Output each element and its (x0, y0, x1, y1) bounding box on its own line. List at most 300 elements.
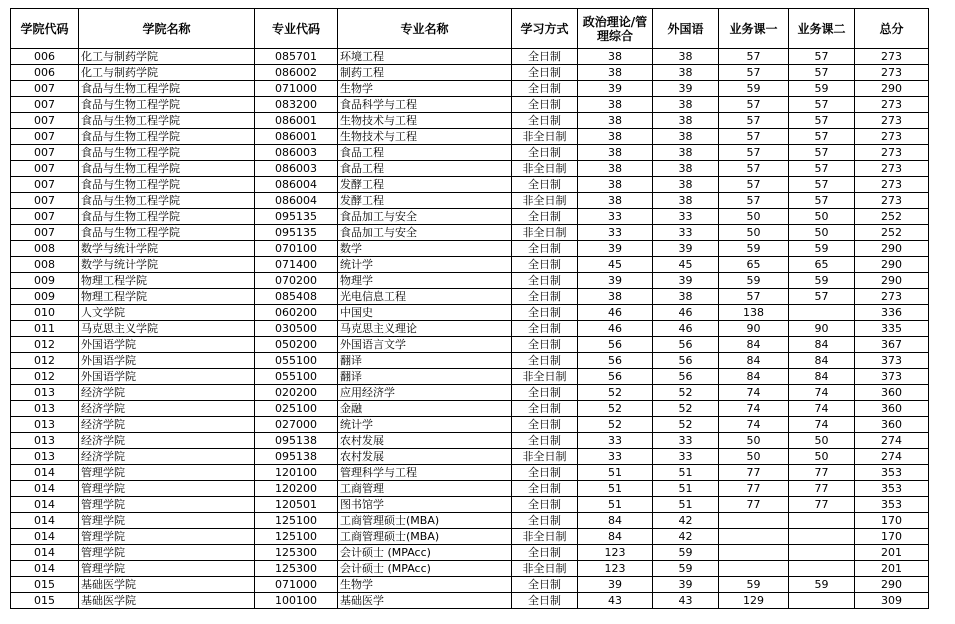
cell-major-code: 086003 (255, 145, 338, 161)
cell-major-name: 环境工程 (338, 49, 512, 65)
cell-foreign-language-score: 38 (653, 49, 719, 65)
cell-college-name: 外国语学院 (79, 369, 255, 385)
cell-subject-one-score: 138 (719, 305, 789, 321)
cell-major-code: 025100 (255, 401, 338, 417)
cell-foreign-language-score: 39 (653, 81, 719, 97)
cell-total-score: 273 (855, 97, 929, 113)
cell-college-name: 管理学院 (79, 497, 255, 513)
cell-foreign-language-score: 38 (653, 65, 719, 81)
table-row (11, 353, 929, 369)
cell-college-name: 管理学院 (79, 529, 255, 545)
cell-major-name: 农村发展 (338, 433, 512, 449)
cell-major-name: 农村发展 (338, 449, 512, 465)
cell-college-code: 008 (11, 257, 79, 273)
cell-subject-two-score: 59 (789, 577, 855, 593)
cell-study-mode: 非全日制 (512, 161, 578, 177)
cell-major-name: 会计硕士 (MPAcc) (338, 545, 512, 561)
table-row (11, 97, 929, 113)
cell-subject-two-score: 57 (789, 145, 855, 161)
cell-major-code: 060200 (255, 305, 338, 321)
cell-major-name: 生物学 (338, 577, 512, 593)
cell-subject-one-score: 50 (719, 225, 789, 241)
cell-college-name: 管理学院 (79, 513, 255, 529)
cell-major-code: 071000 (255, 81, 338, 97)
cell-college-name: 经济学院 (79, 449, 255, 465)
cell-study-mode: 非全日制 (512, 129, 578, 145)
cell-study-mode: 非全日制 (512, 225, 578, 241)
cell-subject-one-score: 90 (719, 321, 789, 337)
cell-foreign-language-score: 51 (653, 481, 719, 497)
cell-major-code: 030500 (255, 321, 338, 337)
cell-college-code: 014 (11, 465, 79, 481)
cell-politics-score: 38 (578, 161, 653, 177)
cell-college-code: 015 (11, 577, 79, 593)
cell-subject-two-score: 50 (789, 209, 855, 225)
cell-major-code: 071000 (255, 577, 338, 593)
cell-major-code: 086004 (255, 193, 338, 209)
cell-total-score: 273 (855, 49, 929, 65)
cell-foreign-language-score: 38 (653, 193, 719, 209)
cell-total-score: 336 (855, 305, 929, 321)
cell-subject-one-score: 57 (719, 145, 789, 161)
cell-major-name: 食品加工与安全 (338, 225, 512, 241)
table-row (11, 481, 929, 497)
cell-politics-score: 38 (578, 49, 653, 65)
cell-politics-score: 52 (578, 401, 653, 417)
cell-politics-score: 33 (578, 209, 653, 225)
cell-study-mode: 非全日制 (512, 449, 578, 465)
cell-college-name: 物理工程学院 (79, 289, 255, 305)
cell-study-mode: 全日制 (512, 353, 578, 369)
cell-study-mode: 全日制 (512, 49, 578, 65)
cell-politics-score: 51 (578, 465, 653, 481)
cell-politics-score: 39 (578, 577, 653, 593)
table-row (11, 545, 929, 561)
cell-total-score: 274 (855, 449, 929, 465)
cell-total-score: 273 (855, 113, 929, 129)
cell-college-code: 006 (11, 49, 79, 65)
cell-total-score: 273 (855, 129, 929, 145)
table-row (11, 145, 929, 161)
cell-politics-score: 46 (578, 321, 653, 337)
cell-politics-score: 52 (578, 417, 653, 433)
cell-major-name: 外国语言文学 (338, 337, 512, 353)
cell-subject-two-score: 59 (789, 273, 855, 289)
cell-total-score: 373 (855, 353, 929, 369)
table-row (11, 369, 929, 385)
cell-college-name: 管理学院 (79, 545, 255, 561)
cell-college-name: 管理学院 (79, 561, 255, 577)
cell-total-score: 273 (855, 161, 929, 177)
cell-subject-two-score (789, 561, 855, 577)
cell-politics-score: 84 (578, 513, 653, 529)
cell-major-code: 086004 (255, 177, 338, 193)
cell-college-name: 管理学院 (79, 481, 255, 497)
cell-major-name: 生物技术与工程 (338, 113, 512, 129)
cell-foreign-language-score: 38 (653, 129, 719, 145)
table-row (11, 385, 929, 401)
table-row (11, 449, 929, 465)
header-major-name: 专业名称 (338, 9, 512, 49)
cell-foreign-language-score: 39 (653, 273, 719, 289)
cell-college-code: 007 (11, 209, 79, 225)
cell-college-code: 014 (11, 513, 79, 529)
cell-study-mode: 全日制 (512, 577, 578, 593)
table-row (11, 65, 929, 81)
cell-total-score: 290 (855, 257, 929, 273)
cell-subject-one-score: 50 (719, 433, 789, 449)
cell-politics-score: 39 (578, 273, 653, 289)
cell-subject-two-score (789, 593, 855, 609)
cell-politics-score: 123 (578, 561, 653, 577)
cell-college-name: 基础医学院 (79, 577, 255, 593)
cell-college-code: 008 (11, 241, 79, 257)
header-foreign-language: 外国语 (653, 9, 719, 49)
cell-college-code: 007 (11, 177, 79, 193)
cell-politics-score: 46 (578, 305, 653, 321)
cell-subject-one-score: 59 (719, 273, 789, 289)
cell-college-name: 食品与生物工程学院 (79, 97, 255, 113)
header-politics-management: 政治理论/管理综合 (578, 9, 653, 49)
cell-major-code: 020200 (255, 385, 338, 401)
cell-total-score: 360 (855, 385, 929, 401)
cell-college-code: 007 (11, 145, 79, 161)
cell-major-name: 翻译 (338, 353, 512, 369)
cell-college-code: 014 (11, 497, 79, 513)
cell-study-mode: 全日制 (512, 97, 578, 113)
cell-college-name: 食品与生物工程学院 (79, 129, 255, 145)
cell-major-code: 086001 (255, 129, 338, 145)
cell-total-score: 367 (855, 337, 929, 353)
cell-subject-one-score: 59 (719, 577, 789, 593)
cell-study-mode: 全日制 (512, 289, 578, 305)
cell-subject-two-score: 57 (789, 161, 855, 177)
cell-subject-one-score: 57 (719, 97, 789, 113)
cell-major-code: 125100 (255, 513, 338, 529)
cell-study-mode: 全日制 (512, 321, 578, 337)
cell-subject-one-score (719, 529, 789, 545)
cell-total-score: 170 (855, 529, 929, 545)
cell-subject-one-score: 65 (719, 257, 789, 273)
cell-foreign-language-score: 38 (653, 289, 719, 305)
cell-foreign-language-score: 39 (653, 577, 719, 593)
cell-major-name: 制药工程 (338, 65, 512, 81)
cell-major-code: 070200 (255, 273, 338, 289)
cell-politics-score: 33 (578, 433, 653, 449)
cell-college-name: 外国语学院 (79, 337, 255, 353)
header-college-name: 学院名称 (79, 9, 255, 49)
cell-politics-score: 33 (578, 449, 653, 465)
cell-foreign-language-score: 42 (653, 529, 719, 545)
cell-subject-one-score (719, 561, 789, 577)
cell-subject-two-score (789, 529, 855, 545)
cell-college-code: 014 (11, 561, 79, 577)
table-row (11, 225, 929, 241)
cell-total-score: 252 (855, 209, 929, 225)
cell-subject-two-score: 57 (789, 289, 855, 305)
cell-foreign-language-score: 56 (653, 337, 719, 353)
cell-foreign-language-score: 46 (653, 321, 719, 337)
table-row (11, 129, 929, 145)
cell-college-code: 012 (11, 337, 79, 353)
cell-major-name: 管理科学与工程 (338, 465, 512, 481)
cell-college-name: 食品与生物工程学院 (79, 81, 255, 97)
cell-subject-two-score: 84 (789, 337, 855, 353)
cell-politics-score: 38 (578, 289, 653, 305)
cell-politics-score: 51 (578, 497, 653, 513)
cell-college-name: 经济学院 (79, 401, 255, 417)
cell-politics-score: 51 (578, 481, 653, 497)
cell-politics-score: 123 (578, 545, 653, 561)
cell-study-mode: 全日制 (512, 545, 578, 561)
cell-total-score: 274 (855, 433, 929, 449)
cell-foreign-language-score: 45 (653, 257, 719, 273)
cell-foreign-language-score: 38 (653, 97, 719, 113)
cell-foreign-language-score: 52 (653, 417, 719, 433)
cell-subject-two-score: 50 (789, 225, 855, 241)
table-row (11, 257, 929, 273)
cell-subject-two-score: 90 (789, 321, 855, 337)
cell-major-code: 125300 (255, 545, 338, 561)
cell-college-name: 物理工程学院 (79, 273, 255, 289)
cell-major-name: 会计硕士 (MPAcc) (338, 561, 512, 577)
table-row (11, 529, 929, 545)
cell-study-mode: 全日制 (512, 65, 578, 81)
cell-major-code: 027000 (255, 417, 338, 433)
cell-college-name: 经济学院 (79, 433, 255, 449)
cell-subject-two-score: 77 (789, 497, 855, 513)
cell-college-name: 人文学院 (79, 305, 255, 321)
cell-study-mode: 全日制 (512, 337, 578, 353)
cell-major-name: 食品科学与工程 (338, 97, 512, 113)
cell-subject-one-score: 77 (719, 481, 789, 497)
cell-foreign-language-score: 38 (653, 113, 719, 129)
table-row (11, 49, 929, 65)
cell-major-code: 125100 (255, 529, 338, 545)
table-row (11, 193, 929, 209)
cell-subject-two-score: 57 (789, 65, 855, 81)
cell-subject-one-score: 57 (719, 193, 789, 209)
cell-subject-one-score (719, 513, 789, 529)
cell-college-name: 数学与统计学院 (79, 241, 255, 257)
cell-college-code: 013 (11, 401, 79, 417)
table-row (11, 465, 929, 481)
cell-foreign-language-score: 33 (653, 433, 719, 449)
cell-foreign-language-score: 38 (653, 161, 719, 177)
cell-major-name: 生物学 (338, 81, 512, 97)
cell-study-mode: 全日制 (512, 257, 578, 273)
cell-foreign-language-score: 39 (653, 241, 719, 257)
cell-study-mode: 全日制 (512, 481, 578, 497)
cell-major-code: 050200 (255, 337, 338, 353)
cell-major-code: 086002 (255, 65, 338, 81)
cell-total-score: 360 (855, 417, 929, 433)
cell-major-name: 物理学 (338, 273, 512, 289)
cell-foreign-language-score: 51 (653, 465, 719, 481)
cell-total-score: 290 (855, 273, 929, 289)
cell-major-code: 095138 (255, 449, 338, 465)
cell-foreign-language-score: 33 (653, 209, 719, 225)
cell-college-name: 经济学院 (79, 385, 255, 401)
cell-college-code: 007 (11, 97, 79, 113)
header-total: 总分 (855, 9, 929, 49)
cell-study-mode: 全日制 (512, 113, 578, 129)
cell-college-code: 013 (11, 449, 79, 465)
cell-study-mode: 全日制 (512, 401, 578, 417)
cell-study-mode: 全日制 (512, 513, 578, 529)
cell-major-name: 光电信息工程 (338, 289, 512, 305)
table-row (11, 241, 929, 257)
cell-foreign-language-score: 56 (653, 353, 719, 369)
table-row (11, 497, 929, 513)
cell-study-mode: 全日制 (512, 497, 578, 513)
cell-study-mode: 全日制 (512, 465, 578, 481)
cell-politics-score: 38 (578, 145, 653, 161)
cell-subject-two-score: 74 (789, 401, 855, 417)
cell-major-name: 应用经济学 (338, 385, 512, 401)
cell-foreign-language-score: 38 (653, 177, 719, 193)
cell-major-code: 055100 (255, 353, 338, 369)
cell-study-mode: 全日制 (512, 81, 578, 97)
cell-college-code: 014 (11, 529, 79, 545)
cell-total-score: 201 (855, 561, 929, 577)
cell-foreign-language-score: 52 (653, 385, 719, 401)
score-table (10, 8, 929, 609)
cell-major-name: 基础医学 (338, 593, 512, 609)
cell-college-name: 食品与生物工程学院 (79, 113, 255, 129)
cell-subject-two-score: 74 (789, 385, 855, 401)
table-row (11, 577, 929, 593)
table-row (11, 273, 929, 289)
header-subject-one: 业务课一 (719, 9, 789, 49)
cell-major-code: 085408 (255, 289, 338, 305)
cell-subject-one-score: 57 (719, 65, 789, 81)
cell-major-name: 马克思主义理论 (338, 321, 512, 337)
cell-politics-score: 38 (578, 65, 653, 81)
cell-study-mode: 全日制 (512, 145, 578, 161)
cell-subject-one-score: 84 (719, 353, 789, 369)
cell-major-name: 发酵工程 (338, 177, 512, 193)
table-row (11, 177, 929, 193)
cell-total-score: 273 (855, 289, 929, 305)
cell-subject-one-score: 74 (719, 417, 789, 433)
cell-politics-score: 38 (578, 193, 653, 209)
cell-major-name: 金融 (338, 401, 512, 417)
cell-college-code: 013 (11, 385, 79, 401)
cell-subject-two-score: 84 (789, 369, 855, 385)
cell-major-name: 图书馆学 (338, 497, 512, 513)
cell-subject-two-score: 57 (789, 113, 855, 129)
cell-foreign-language-score: 33 (653, 225, 719, 241)
cell-subject-one-score: 57 (719, 161, 789, 177)
cell-subject-two-score (789, 513, 855, 529)
cell-major-code: 085701 (255, 49, 338, 65)
cell-college-code: 007 (11, 113, 79, 129)
cell-major-code: 086003 (255, 161, 338, 177)
cell-college-code: 012 (11, 369, 79, 385)
cell-subject-one-score: 57 (719, 129, 789, 145)
cell-college-code: 009 (11, 289, 79, 305)
cell-study-mode: 全日制 (512, 417, 578, 433)
cell-politics-score: 45 (578, 257, 653, 273)
cell-major-code: 120100 (255, 465, 338, 481)
cell-major-name: 统计学 (338, 257, 512, 273)
table-row (11, 433, 929, 449)
cell-college-name: 化工与制药学院 (79, 49, 255, 65)
cell-politics-score: 33 (578, 225, 653, 241)
cell-major-name: 工商管理 (338, 481, 512, 497)
cell-college-code: 007 (11, 225, 79, 241)
cell-college-name: 食品与生物工程学院 (79, 209, 255, 225)
cell-college-code: 015 (11, 593, 79, 609)
cell-study-mode: 全日制 (512, 273, 578, 289)
cell-foreign-language-score: 33 (653, 449, 719, 465)
cell-subject-one-score: 57 (719, 49, 789, 65)
table-row (11, 401, 929, 417)
cell-politics-score: 43 (578, 593, 653, 609)
cell-subject-two-score: 57 (789, 49, 855, 65)
cell-total-score: 170 (855, 513, 929, 529)
cell-major-code: 120501 (255, 497, 338, 513)
cell-subject-one-score: 129 (719, 593, 789, 609)
cell-subject-one-score: 77 (719, 497, 789, 513)
cell-subject-one-score (719, 545, 789, 561)
cell-study-mode: 非全日制 (512, 529, 578, 545)
header-major-code: 专业代码 (255, 9, 338, 49)
cell-subject-one-score: 74 (719, 401, 789, 417)
header-college-code: 学院代码 (11, 9, 79, 49)
cell-study-mode: 全日制 (512, 433, 578, 449)
cell-major-name: 工商管理硕士(MBA) (338, 529, 512, 545)
cell-study-mode: 全日制 (512, 177, 578, 193)
cell-subject-two-score (789, 545, 855, 561)
cell-subject-one-score: 74 (719, 385, 789, 401)
cell-subject-two-score: 57 (789, 193, 855, 209)
cell-subject-two-score: 77 (789, 465, 855, 481)
cell-college-code: 013 (11, 417, 79, 433)
cell-college-code: 007 (11, 161, 79, 177)
cell-total-score: 290 (855, 81, 929, 97)
cell-subject-two-score (789, 305, 855, 321)
cell-study-mode: 全日制 (512, 305, 578, 321)
cell-subject-two-score: 59 (789, 241, 855, 257)
cell-total-score: 273 (855, 145, 929, 161)
cell-college-code: 007 (11, 193, 79, 209)
cell-subject-two-score: 65 (789, 257, 855, 273)
cell-college-name: 食品与生物工程学院 (79, 161, 255, 177)
cell-college-code: 007 (11, 81, 79, 97)
cell-politics-score: 84 (578, 529, 653, 545)
cell-subject-one-score: 59 (719, 241, 789, 257)
cell-total-score: 201 (855, 545, 929, 561)
cell-college-name: 基础医学院 (79, 593, 255, 609)
cell-major-code: 120200 (255, 481, 338, 497)
cell-major-name: 生物技术与工程 (338, 129, 512, 145)
cell-total-score: 273 (855, 65, 929, 81)
table-row (11, 305, 929, 321)
cell-total-score: 335 (855, 321, 929, 337)
cell-major-name: 翻译 (338, 369, 512, 385)
cell-foreign-language-score: 42 (653, 513, 719, 529)
cell-study-mode: 非全日制 (512, 561, 578, 577)
cell-subject-two-score: 57 (789, 129, 855, 145)
cell-politics-score: 56 (578, 337, 653, 353)
cell-college-name: 食品与生物工程学院 (79, 225, 255, 241)
header-subject-two: 业务课二 (789, 9, 855, 49)
cell-subject-one-score: 84 (719, 369, 789, 385)
cell-total-score: 353 (855, 497, 929, 513)
cell-subject-one-score: 77 (719, 465, 789, 481)
